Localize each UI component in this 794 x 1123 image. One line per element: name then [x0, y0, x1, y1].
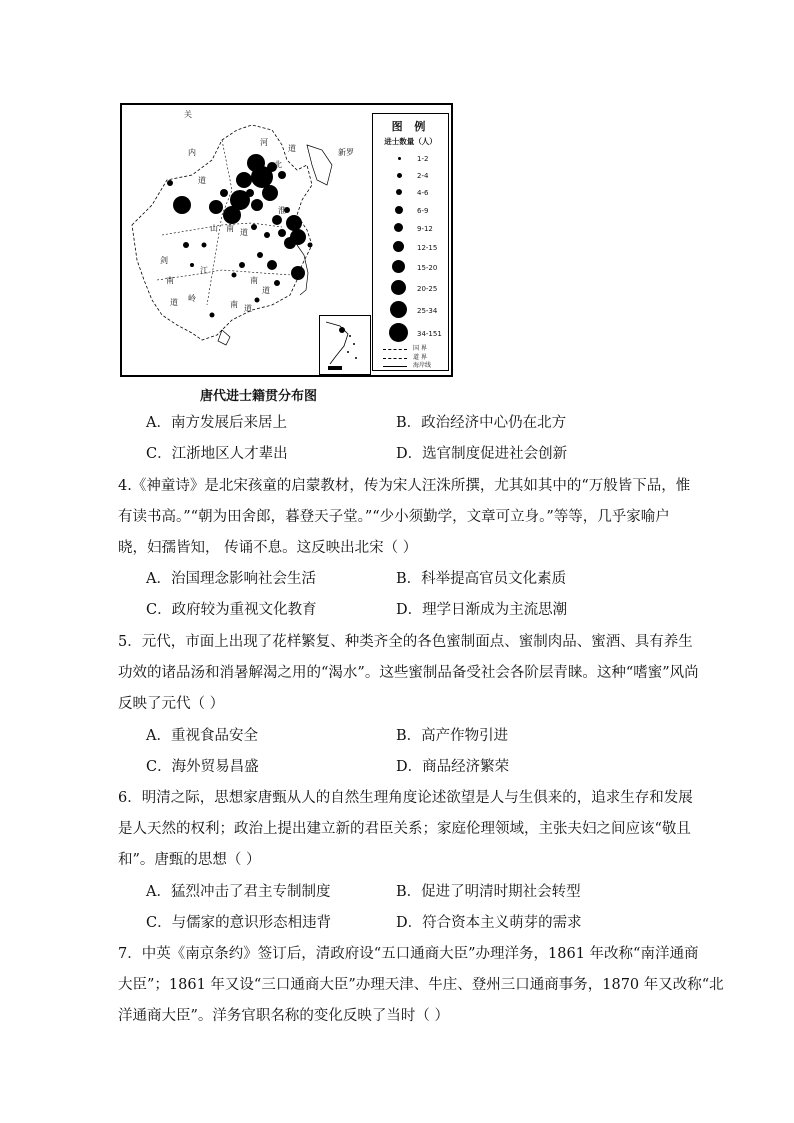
q4-stem-line: 4.《神童诗》是北宋孩童的启蒙教材，传为宋人汪洙所撰，尤其如其中的“万般皆下品，惟	[118, 478, 691, 494]
q5-stem-line: 5．元代，市面上出现了花样繁复、种类齐全的各色蜜制面点、蜜制肉品、蜜酒、具有养生	[118, 634, 693, 650]
q3-option-d[interactable]: D．选官制度促进社会创新	[396, 446, 568, 462]
legend-subtitle: 进士数量（人）	[384, 137, 437, 146]
q5-stem-line: 功效的诸品汤和消暑解渴之用的“渴水”。这些蜜制品备受社会各阶层青睐。这种“嗜蜜”风尚	[118, 665, 699, 681]
south-sea-inset	[319, 315, 371, 375]
region-label: 岭	[188, 294, 196, 303]
legend-entry	[373, 171, 448, 185]
legend-label: 1-2	[417, 155, 429, 163]
region-label: 淮	[278, 206, 286, 215]
q4-option-b[interactable]: B．科举提高官员文化素质	[396, 571, 567, 587]
q4-option-d[interactable]: D．理学日渐成为主流思潮	[396, 602, 568, 618]
q3-option-b[interactable]: B．政治经济中心仍在北方	[396, 415, 567, 431]
q3-option-c[interactable]: C．江浙地区人才辈出	[146, 446, 288, 462]
region-label: 道	[288, 144, 296, 153]
legend-label: 12-15	[417, 244, 438, 252]
legend-line-label: 道 界	[413, 354, 427, 361]
region-label: 道	[170, 298, 178, 307]
legend-entry	[373, 329, 448, 343]
q4-option-a[interactable]: A．治国理念影响社会生活	[146, 571, 316, 587]
region-label: 南	[250, 276, 258, 285]
q4-option-c[interactable]: C．政府较为重视文化教育	[146, 602, 317, 618]
region-label: 道	[244, 304, 252, 313]
q3-option-a[interactable]: A．南方发展后来居上	[146, 415, 287, 431]
legend-entry	[373, 243, 448, 257]
legend-entry	[373, 188, 448, 202]
map-legend	[372, 113, 449, 371]
legend-label: 6-9	[417, 207, 429, 215]
legend-label: 34-151	[417, 330, 442, 338]
legend-label: 20-25	[417, 285, 438, 293]
q5-option-b[interactable]: B．高产作物引进	[396, 728, 509, 744]
legend-entry	[373, 154, 448, 168]
q6-option-d[interactable]: D．符合资本主义萌芽的需求	[396, 915, 582, 931]
region-label: 道	[262, 286, 270, 295]
q6-option-a[interactable]: A．猛烈冲击了君主专制制度	[146, 884, 331, 900]
tang-jinshi-map	[120, 103, 453, 377]
legend-entry	[373, 306, 448, 320]
region-label: 道	[198, 176, 206, 185]
legend-entry	[373, 284, 448, 298]
q5-option-c[interactable]: C．海外贸易昌盛	[146, 759, 259, 775]
legend-label: 2-4	[417, 172, 429, 180]
region-label: 南	[226, 224, 234, 233]
region-label: 河	[260, 138, 268, 147]
region-label: 内	[188, 148, 196, 157]
q4-stem-line: 晓，妇孺皆知， 传诵不息。这反映出北宋（ ）	[118, 540, 418, 556]
legend-entry	[373, 224, 448, 238]
q6-option-b[interactable]: B．促进了明清时期社会转型	[396, 884, 581, 900]
legend-line-entry	[373, 361, 448, 371]
legend-label: 4-6	[417, 189, 429, 197]
legend-entry	[373, 206, 448, 220]
q6-stem-line: 和”。唐甄的思想（ ）	[118, 852, 261, 868]
region-label: 新罗	[338, 148, 354, 157]
q6-option-c[interactable]: C．与儒家的意识形态相违背	[146, 915, 332, 931]
q7-stem-line: 洋通商大臣”。洋务官职名称的变化反映了当时（ ）	[118, 1008, 450, 1024]
q7-stem-line: 大臣”；1861 年又设“三口通商大臣”办理天津、牛庄、登州三口通商事务，1870 年又改称“北	[118, 977, 724, 993]
q6-stem-line: 是人天然的权利；政治上提出建立新的君臣关系；家庭伦理领域，主张夫妇之间应该“敬且	[118, 821, 691, 837]
legend-label: 25-34	[417, 307, 438, 315]
q4-stem-line: 有读书高。”“朝为田舍郎，暮登天子堂。”“少小须勤学，文章可立身。”等等，几乎家喻户	[118, 509, 670, 525]
legend-line-label: 海岸线	[413, 362, 432, 369]
region-label: 道	[240, 228, 248, 237]
q5-option-d[interactable]: D．商品经济繁荣	[396, 759, 510, 775]
legend-entry	[373, 263, 448, 277]
map-caption: 唐代进士籍贯分布图	[200, 389, 318, 404]
region-label: 南	[166, 276, 174, 285]
region-label: 山	[210, 224, 218, 233]
legend-label: 15-20	[417, 264, 438, 272]
q7-stem-line: 7．中英《南京条约》签订后，清政府设“五口通商大臣”办理洋务，1861 年改称“南洋通商	[118, 946, 699, 962]
legend-line-label: 国 界	[413, 345, 427, 352]
region-label: 南	[230, 300, 238, 309]
region-label: 关	[184, 110, 192, 119]
q6-stem-line: 6．明清之际，思想家唐甄从人的自然生理角度论述欲望是人与生俱来的，追求生存和发展	[118, 790, 693, 806]
legend-title: 图 例	[391, 120, 430, 133]
q5-stem-line: 反映了元代（ ）	[118, 696, 225, 712]
region-label: 北	[274, 160, 282, 169]
region-label: 剑	[160, 256, 168, 265]
region-label: 江	[200, 266, 208, 275]
legend-label: 9-12	[417, 225, 433, 233]
q5-option-a[interactable]: A．重视食品安全	[146, 728, 258, 744]
